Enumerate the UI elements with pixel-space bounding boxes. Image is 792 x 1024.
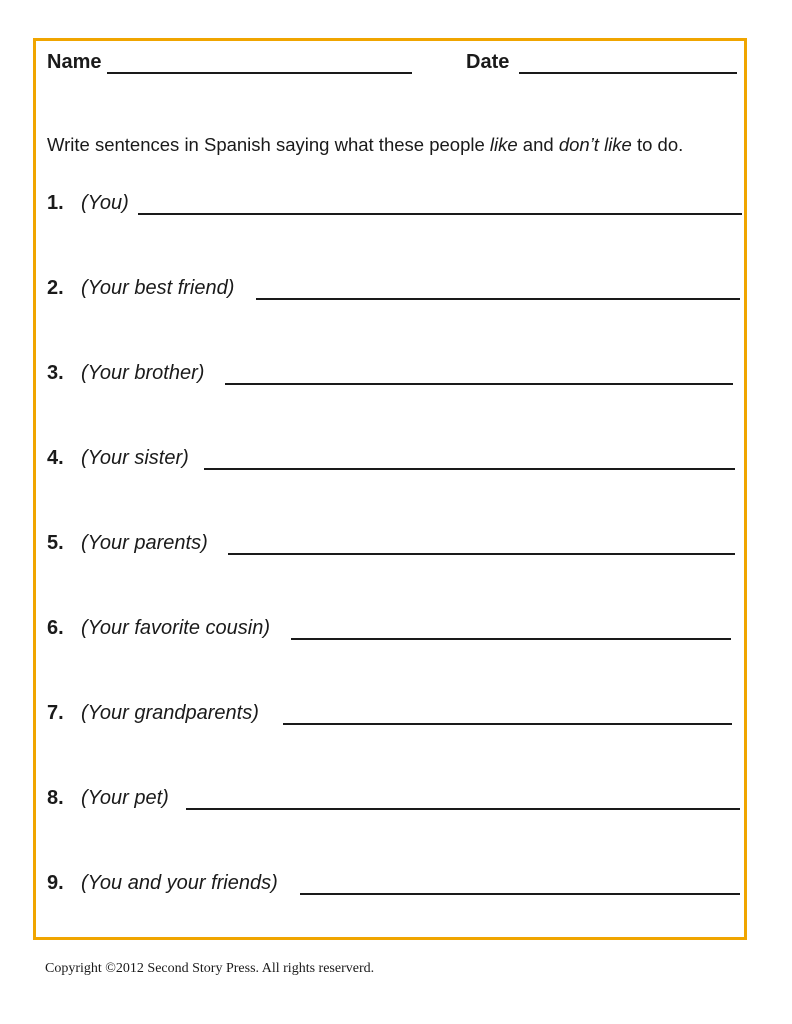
item-prompt: (Your parents): [81, 532, 208, 554]
item-4: [47, 444, 747, 474]
item-prompt: (Your best friend): [81, 277, 235, 299]
answer-line[interactable]: [300, 893, 740, 895]
answer-line[interactable]: [291, 638, 731, 640]
item-5: [47, 529, 747, 559]
instructions-like: like: [489, 134, 518, 155]
header-row: [47, 48, 747, 78]
instructions: [47, 132, 683, 158]
item-number: 7.: [47, 702, 64, 724]
instructions-text: and: [517, 134, 559, 155]
item-prompt: (Your brother): [81, 362, 205, 384]
item-2: [47, 274, 747, 304]
item-number: 3.: [47, 362, 64, 384]
item-prompt: (Your sister): [81, 447, 189, 469]
item-number: 2.: [47, 277, 64, 299]
item-number: 9.: [47, 872, 64, 894]
item-1: [47, 189, 747, 219]
item-number: 6.: [47, 617, 64, 639]
answer-line[interactable]: [204, 468, 735, 470]
item-8: [47, 784, 747, 814]
date-label: Date: [466, 51, 510, 73]
item-prompt: (Your grandparents): [81, 702, 259, 724]
copyright-footer: Copyright ©2012 Second Story Press. All rights reserverd.: [45, 961, 375, 976]
item-prompt: (You and your friends): [81, 872, 278, 894]
answer-line[interactable]: [228, 553, 735, 555]
instructions-dont-like: don’t like: [558, 134, 632, 155]
name-label: Name: [47, 51, 102, 73]
item-prompt: (Your favorite cousin): [81, 617, 270, 639]
answer-line[interactable]: [283, 723, 732, 725]
item-number: 1.: [47, 192, 64, 214]
item-prompt: (Your pet): [81, 787, 169, 809]
item-7: [47, 699, 747, 729]
item-number: 5.: [47, 532, 64, 554]
item-number: 8.: [47, 787, 64, 809]
answer-line[interactable]: [225, 383, 733, 385]
item-3: [47, 359, 747, 389]
answer-line[interactable]: [256, 298, 740, 300]
item-9: [47, 869, 747, 899]
item-number: 4.: [47, 447, 64, 469]
name-field-line[interactable]: [107, 72, 412, 74]
answer-line[interactable]: [138, 213, 742, 215]
item-prompt: (You): [81, 192, 129, 214]
instructions-text: Write sentences in Spanish saying what these people: [47, 134, 490, 155]
item-6: [47, 614, 747, 644]
date-field-line[interactable]: [519, 72, 737, 74]
answer-line[interactable]: [186, 808, 740, 810]
instructions-text: to do.: [631, 134, 684, 155]
